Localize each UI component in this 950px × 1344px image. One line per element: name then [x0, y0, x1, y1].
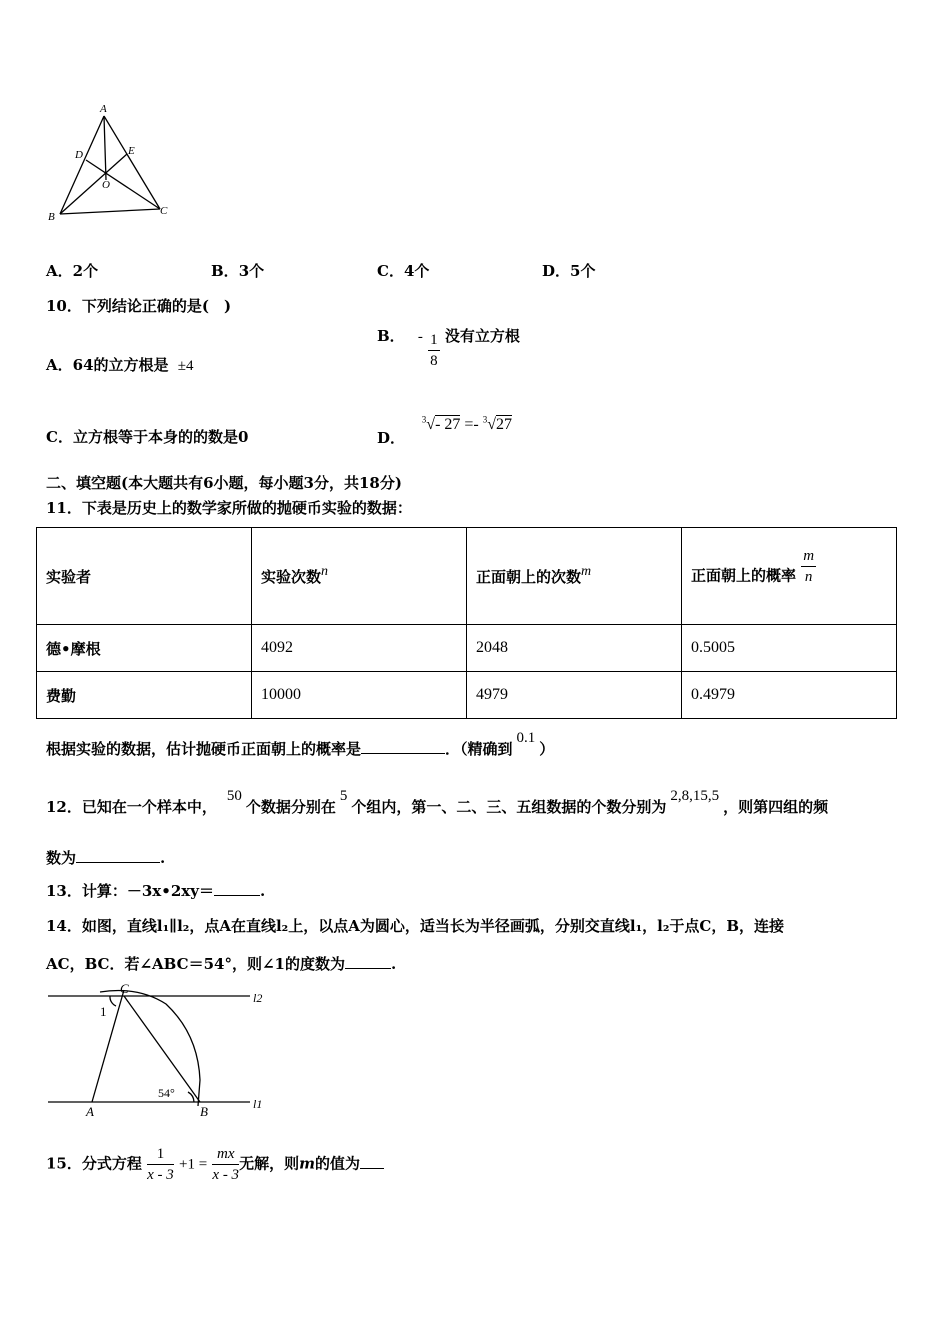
q15-fraction1-num: 1 — [147, 1144, 174, 1165]
q10-option-a[interactable] — [46, 354, 193, 375]
q11-row1-m: 2048 — [467, 625, 682, 672]
q10-stem: 10．下列结论正确的是( ) — [46, 297, 232, 315]
q9-option-b-text: 3个 — [238, 262, 265, 280]
q9-option-c[interactable] — [377, 260, 429, 281]
table-row — [37, 672, 897, 719]
q13-prefix: 13．计算： — [46, 882, 127, 900]
q11-precision: 0.1 — [516, 730, 536, 746]
q9-label-b: B — [48, 211, 55, 223]
q9-option-d-text: 5个 — [570, 262, 596, 280]
q10-option-a-key: A． — [46, 356, 73, 374]
q14-line2-end: . — [390, 955, 397, 973]
q10-option-c[interactable] — [46, 426, 248, 447]
q11-row1-p: 0.5005 — [682, 625, 897, 672]
q9-option-c-key: C． — [377, 262, 404, 280]
q10-option-c-key: C． — [46, 428, 73, 446]
q11-row2-name: 费勤 — [37, 672, 252, 719]
q14-answer-blank[interactable] — [345, 968, 391, 969]
q11-row2-n: 10000 — [252, 672, 467, 719]
q10-option-d-key: D． — [377, 429, 406, 447]
q9-triangle-figure — [40, 96, 190, 226]
q14-label-a: A — [86, 1104, 94, 1119]
q11-header-probability-label: 正面朝上的概率 — [691, 566, 797, 584]
q10-option-c-text: 立方根等于本身的的数是0 — [72, 428, 249, 446]
q12-value-5: 5 — [339, 788, 348, 804]
q11-header-probability-num: m — [801, 546, 816, 567]
q9-option-a-key: A． — [46, 262, 73, 280]
q15-suffix2: 的值为 — [314, 1154, 360, 1173]
q9-label-o: O — [102, 179, 110, 191]
q14-label-l2: l2 — [253, 991, 263, 1005]
q11-stem: 11．下表是历史上的数学家所做的抛硬币实验的数据： — [46, 499, 412, 517]
q9-option-c-text: 4个 — [403, 262, 430, 280]
q15-var: m — [299, 1154, 315, 1173]
q9-option-b-key: B． — [211, 262, 239, 280]
q14-label-angle54: 54° — [158, 1086, 175, 1100]
q15-fraction1-den: x - 3 — [147, 1167, 174, 1183]
q11-close: ） — [539, 740, 555, 758]
q13-end: . — [259, 882, 266, 900]
q12-end: . — [160, 849, 166, 867]
q11-header-probability-fraction — [801, 546, 816, 587]
q12-part1: 12．已知在一个样本中， — [46, 798, 217, 816]
q15-line — [46, 1144, 384, 1185]
q10-option-b-numerator: 1 — [428, 330, 440, 351]
q10-option-b[interactable] — [377, 326, 520, 371]
q12-part4: ，则第四组的频 — [723, 798, 829, 816]
q11-table-header-row — [37, 528, 897, 625]
q11-header-experimenter — [37, 528, 252, 625]
q9-label-a: A — [100, 103, 107, 115]
q15-fraction1 — [147, 1144, 174, 1185]
q11-table — [36, 527, 897, 719]
q9-option-b[interactable] — [211, 260, 264, 281]
q9-option-d-key: D． — [542, 262, 571, 280]
q10-option-d-equals: =- — [464, 416, 479, 433]
q11-row2-p: 0.4979 — [682, 672, 897, 719]
q13-answer-blank[interactable] — [214, 895, 260, 896]
q10-option-a-math: ±4 — [177, 358, 194, 374]
q11-header-trials — [252, 528, 467, 625]
q10-option-d-index1: 3 — [421, 414, 427, 425]
q14-line2 — [46, 953, 396, 974]
q10-option-b-sign: - — [417, 328, 423, 345]
q15-plus: +1 = — [179, 1156, 208, 1173]
q10-option-d-radicand1: - 27 — [435, 416, 461, 433]
q11-header-heads-var: m — [581, 563, 592, 579]
q14-label-c: C — [120, 981, 129, 996]
q15-fraction2-num: mx — [212, 1144, 239, 1165]
q9-option-a-text: 2个 — [72, 262, 99, 280]
q12-value-50: 50 — [226, 788, 242, 804]
q12-part2: 个数据分别在 — [245, 798, 336, 816]
q10-option-d-expression — [422, 416, 512, 433]
q12-counts: 2,8,15,5 — [670, 788, 720, 804]
q10-option-d[interactable] — [377, 413, 513, 447]
radical-icon: √ — [487, 416, 497, 433]
q11-answer-line — [46, 730, 555, 759]
q11-after-text: 根据实验的数据，估计抛硬币正面朝上的概率是 — [46, 740, 362, 758]
q15-prefix: 15．分式方程 — [46, 1154, 142, 1173]
q13-expression: －3x•2xy＝ — [126, 882, 214, 900]
q10-option-d-index2: 3 — [482, 414, 488, 425]
q14-label-b: B — [200, 1104, 208, 1119]
q10-option-a-text: 64的立方根是 — [72, 356, 169, 374]
q9-option-a[interactable] — [46, 260, 98, 281]
q11-row2-m: 4979 — [467, 672, 682, 719]
q15-suffix1: 无解，则 — [239, 1154, 300, 1173]
q11-header-experimenter-label: 实验者 — [46, 567, 92, 586]
q10-option-b-fraction — [428, 330, 440, 371]
q11-row1-n: 4092 — [252, 625, 467, 672]
q14-label-l1: l1 — [253, 1097, 263, 1111]
q9-label-d: D — [75, 149, 83, 161]
table-row — [37, 625, 897, 672]
q12-part3: 个组内，第一、二、三、五组数据的个数分别为 — [351, 798, 667, 816]
q15-answer-blank[interactable] — [360, 1168, 384, 1169]
section2-heading: 二、填空题(本大题共有6小题，每小题3分，共18分) — [46, 474, 402, 492]
q11-header-trials-var: n — [321, 563, 329, 579]
q11-header-heads-label: 正面朝上的次数 — [476, 567, 582, 586]
q11-after-end: ．（精确到 — [445, 740, 513, 758]
q9-label-c: C — [160, 205, 168, 217]
q12-line2-text: 数为 — [46, 849, 77, 867]
q13-line — [46, 880, 265, 901]
q11-header-heads — [467, 528, 682, 625]
q10-option-b-denominator: 8 — [430, 353, 438, 369]
q12-answer-blank[interactable] — [76, 862, 160, 863]
q14-line2-text: AC，BC．若∠ABC＝54°，则∠1的度数为 — [46, 955, 345, 973]
q11-header-probability-den: n — [804, 568, 813, 585]
q9-option-d[interactable] — [542, 260, 595, 281]
q14-label-angle1: 1 — [100, 1004, 107, 1019]
q15-fraction2-den: x - 3 — [212, 1167, 240, 1183]
q10-option-b-key: B． — [377, 326, 405, 345]
q14-line1: 14．如图，直线l₁∥l₂，点A在直线l₂上，以点A为圆心，适当长为半径画弧，分别交直线l₁，l₂于点C，B，连接 — [46, 917, 785, 935]
q12-line1 — [46, 788, 829, 817]
q12-line2 — [46, 847, 165, 868]
q11-answer-blank[interactable] — [361, 753, 445, 754]
q9-label-e: E — [128, 145, 135, 157]
radical-icon: √ — [426, 416, 436, 433]
q10-option-d-radicand2: 27 — [496, 416, 513, 433]
q14-figure — [40, 980, 280, 1120]
q15-fraction2 — [212, 1144, 239, 1185]
q11-header-probability — [682, 528, 897, 625]
q11-header-trials-label: 实验次数 — [261, 567, 322, 586]
q11-row1-name: 德•摩根 — [37, 625, 252, 672]
q10-option-b-text: 没有立方根 — [444, 326, 520, 345]
